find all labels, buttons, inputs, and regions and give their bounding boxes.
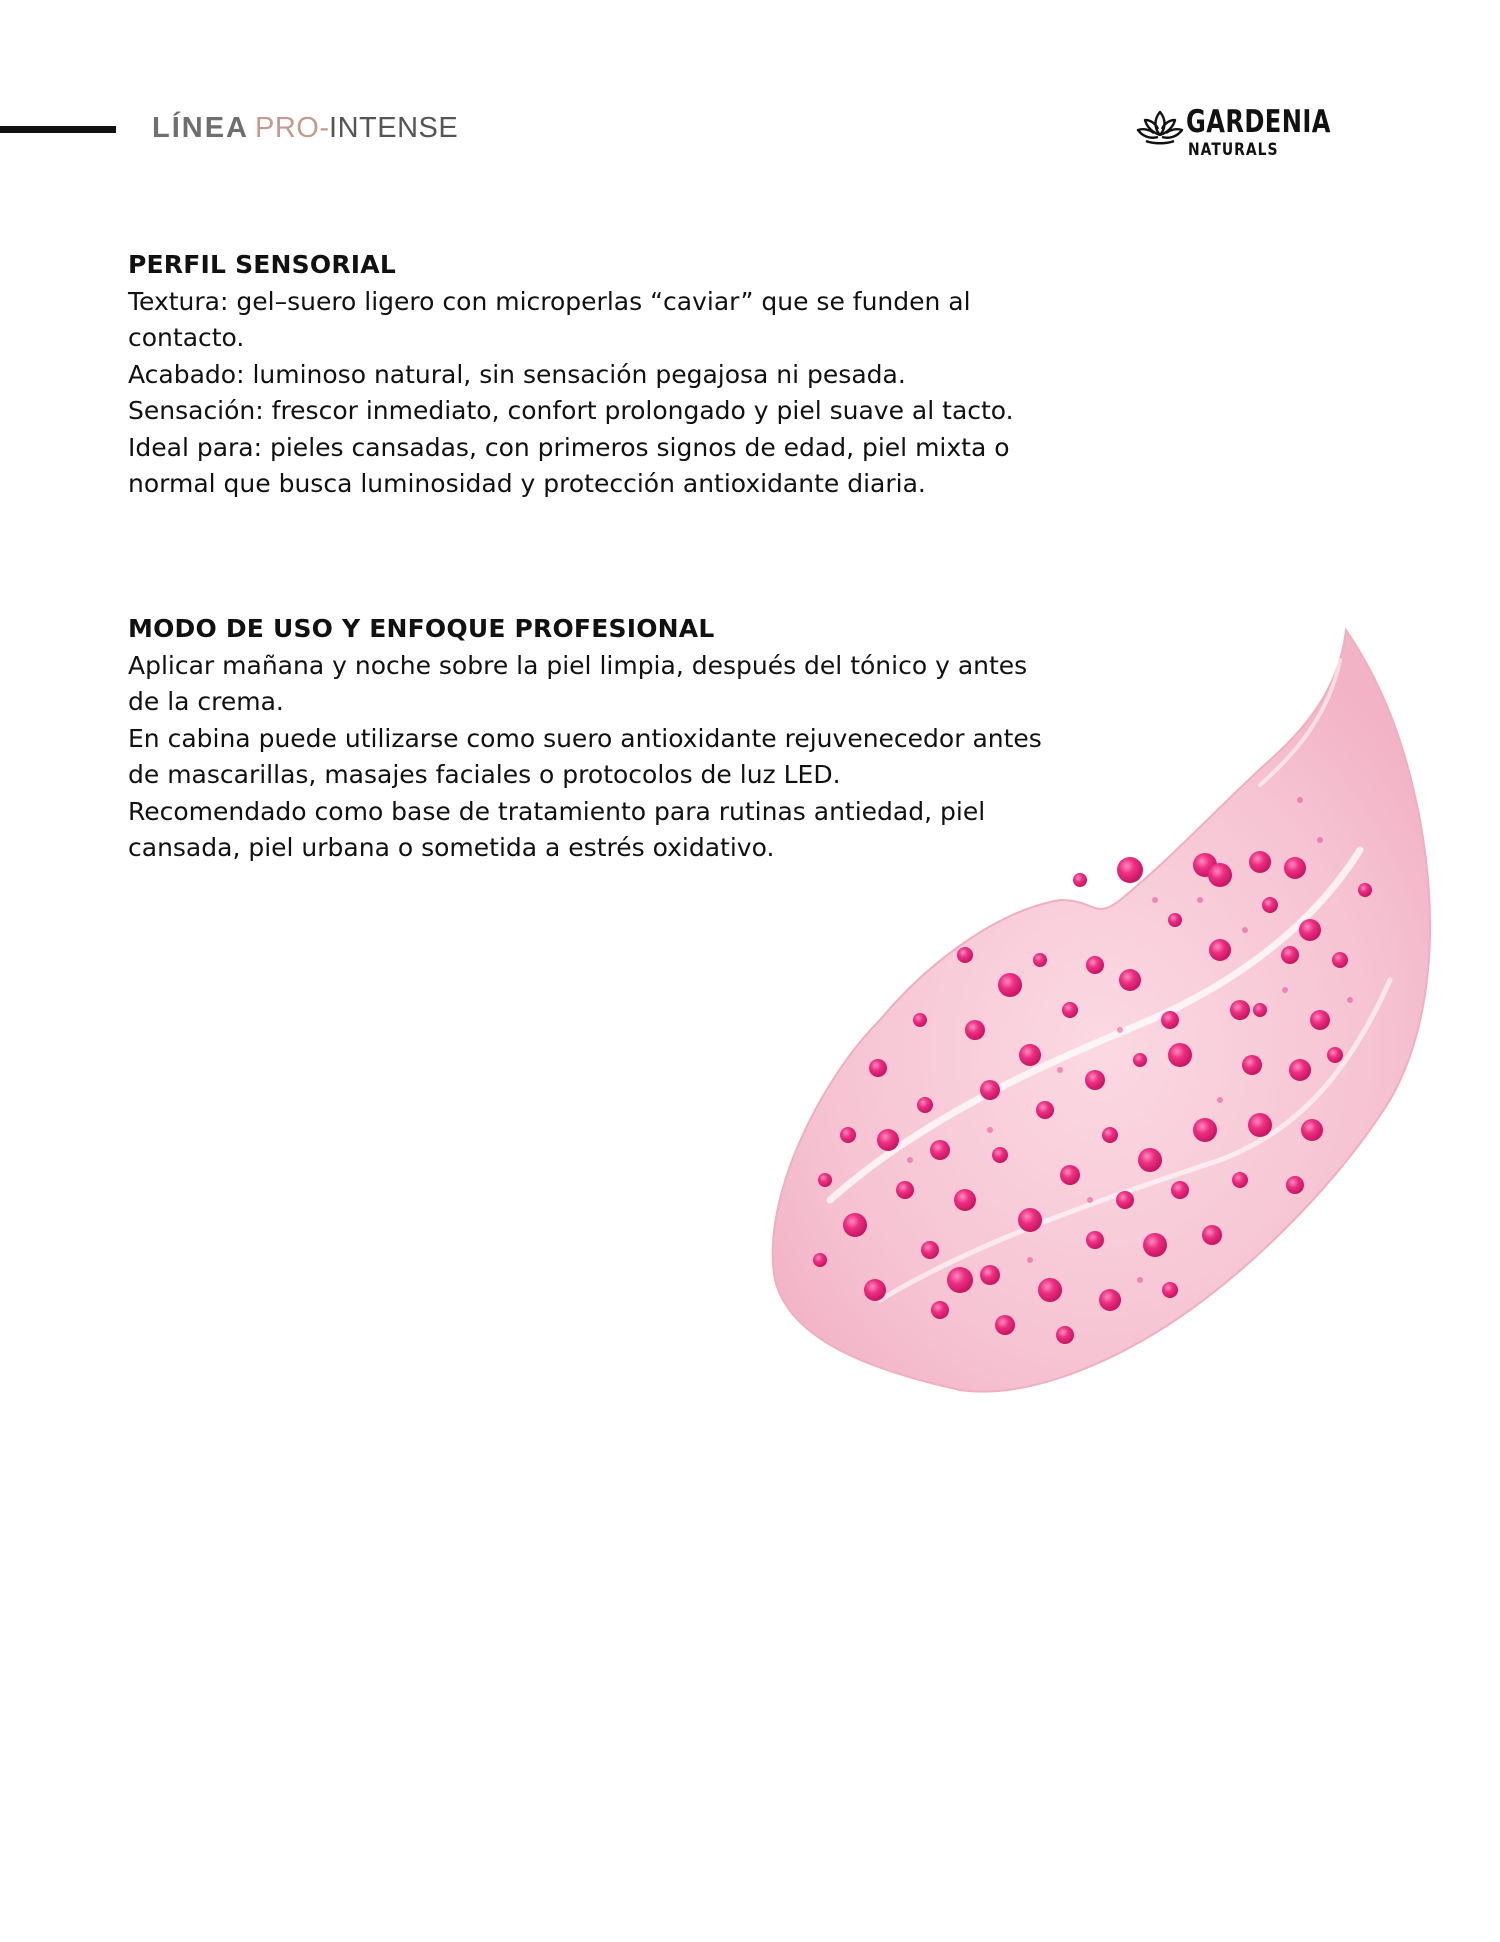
- section-line: Sensación: frescor inmediato, confort prolongado y piel suave al tacto.: [128, 396, 1014, 425]
- section-line: Acabado: luminoso natural, sin sensación pegajosa ni pesada.: [128, 359, 906, 389]
- section-heading: MODO DE USO Y ENFOQUE PROFESIONAL: [128, 614, 715, 643]
- gel-swatch-image: [700, 600, 1460, 1400]
- section-heading: PERFIL SENSORIAL: [128, 250, 396, 279]
- lotus-icon: [1136, 108, 1184, 148]
- line-pro: PRO: [255, 112, 320, 144]
- section-line: Recomendado como base de tratamiento para rutinas antiedad, piel cansada, piel urbana o sometida a estrés oxidativo.: [128, 796, 986, 862]
- brand-logo: [1136, 104, 1346, 164]
- line-title: [152, 112, 458, 152]
- section-line: Ideal para: pieles cansadas, con primeros signos de edad, piel mixta o normal que busca luminosidad y protección antioxidante diaria.: [128, 432, 1010, 498]
- gel-body: [773, 630, 1430, 1392]
- section-line: Textura: gel–suero ligero con microperlas “caviar” que se funden al contacto.: [128, 286, 971, 352]
- section-line: En cabina puede utilizarse como suero antioxidante rejuvenecedor antes de mascarillas, masajes faciales o protocolos de luz LED.: [128, 723, 1042, 789]
- section-line: Aplicar mañana y noche sobre la piel limpia, después del tónico y antes de la crema.: [128, 650, 1028, 716]
- line-word: LÍNEA: [152, 112, 249, 144]
- section-sensory-profile: [128, 247, 1048, 503]
- brand-name: GARDENIA: [1186, 104, 1331, 140]
- line-dash: -: [319, 112, 330, 144]
- brand-subname: NATURALS: [1188, 140, 1279, 160]
- header-rule: [0, 126, 116, 133]
- line-intense: INTENSE: [329, 112, 459, 144]
